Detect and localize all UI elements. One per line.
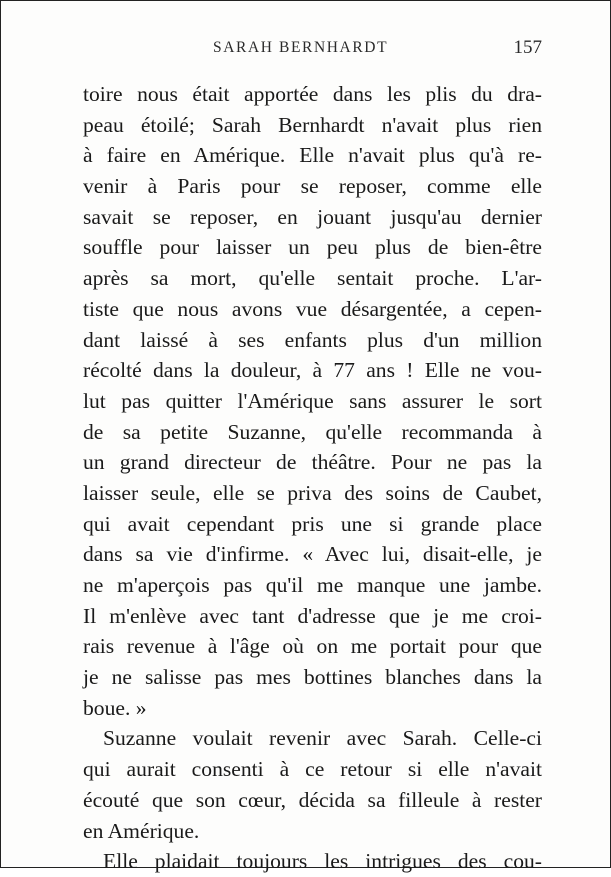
text-line: dans sa vie d'infirme. « Avec lui, disait-elle, je <box>83 542 542 567</box>
page-header <box>83 39 542 67</box>
text-line: ne m'aperçois pas qu'il me manque une jambe. <box>83 573 542 597</box>
text-line: dant laissé à ses enfants plus d'un million <box>83 327 542 352</box>
text-line: je ne salisse pas mes bottines blanches dans la <box>83 665 542 690</box>
text-line: qui aurait consenti à ce retour si elle n'avait <box>83 757 542 782</box>
text-line: un grand directeur de théâtre. Pour ne pas la <box>83 450 542 475</box>
body-text <box>83 79 542 877</box>
text-line: toire nous était apportée dans les plis du dra- <box>83 82 542 106</box>
text-line: Elle plaidait toujours les intrigues des cou- <box>103 849 542 874</box>
text-line: tiste que nous avons vue désargentée, a cepen- <box>83 296 542 321</box>
running-title: SARAH BERNHARDT <box>213 39 389 56</box>
text-line: écouté que son cœur, décida sa filleule à rester <box>83 787 542 812</box>
text-line: en Amérique. <box>83 818 200 843</box>
text-line: lut pas quitter l'Amérique sans assurer le sort <box>83 388 542 413</box>
text-line: rais revenue à l'âge où on me portait pour que <box>83 634 542 659</box>
text-line: qui avait cependant pris une si grande place <box>83 511 542 536</box>
text-line: savait se reposer, en jouant jusqu'au dernier <box>83 204 542 229</box>
text-line: après sa mort, qu'elle sentait proche. L'ar- <box>83 266 542 291</box>
text-line: Suzanne voulait revenir avec Sarah. Celle-ci <box>103 726 542 751</box>
text-line: venir à Paris pour se reposer, comme elle <box>83 174 542 199</box>
text-line: boue. » <box>83 695 147 720</box>
page-number: 157 <box>513 37 542 58</box>
text-line: peau étoilé; Sarah Bernhardt n'avait plus rien <box>83 112 542 137</box>
text-line: souffle pour laisser un peu plus de bien-être <box>83 235 542 260</box>
text-line: de sa petite Suzanne, qu'elle recommanda à <box>83 419 542 444</box>
text-line: laisser seule, elle se priva des soins de Caubet, <box>83 480 542 505</box>
text-line: à faire en Amérique. Elle n'avait plus qu'à re- <box>83 143 542 168</box>
text-line: récolté dans la douleur, à 77 ans ! Elle ne vou- <box>83 358 542 383</box>
text-line: Il m'enlève avec tant d'adresse que je me croi- <box>83 603 542 628</box>
